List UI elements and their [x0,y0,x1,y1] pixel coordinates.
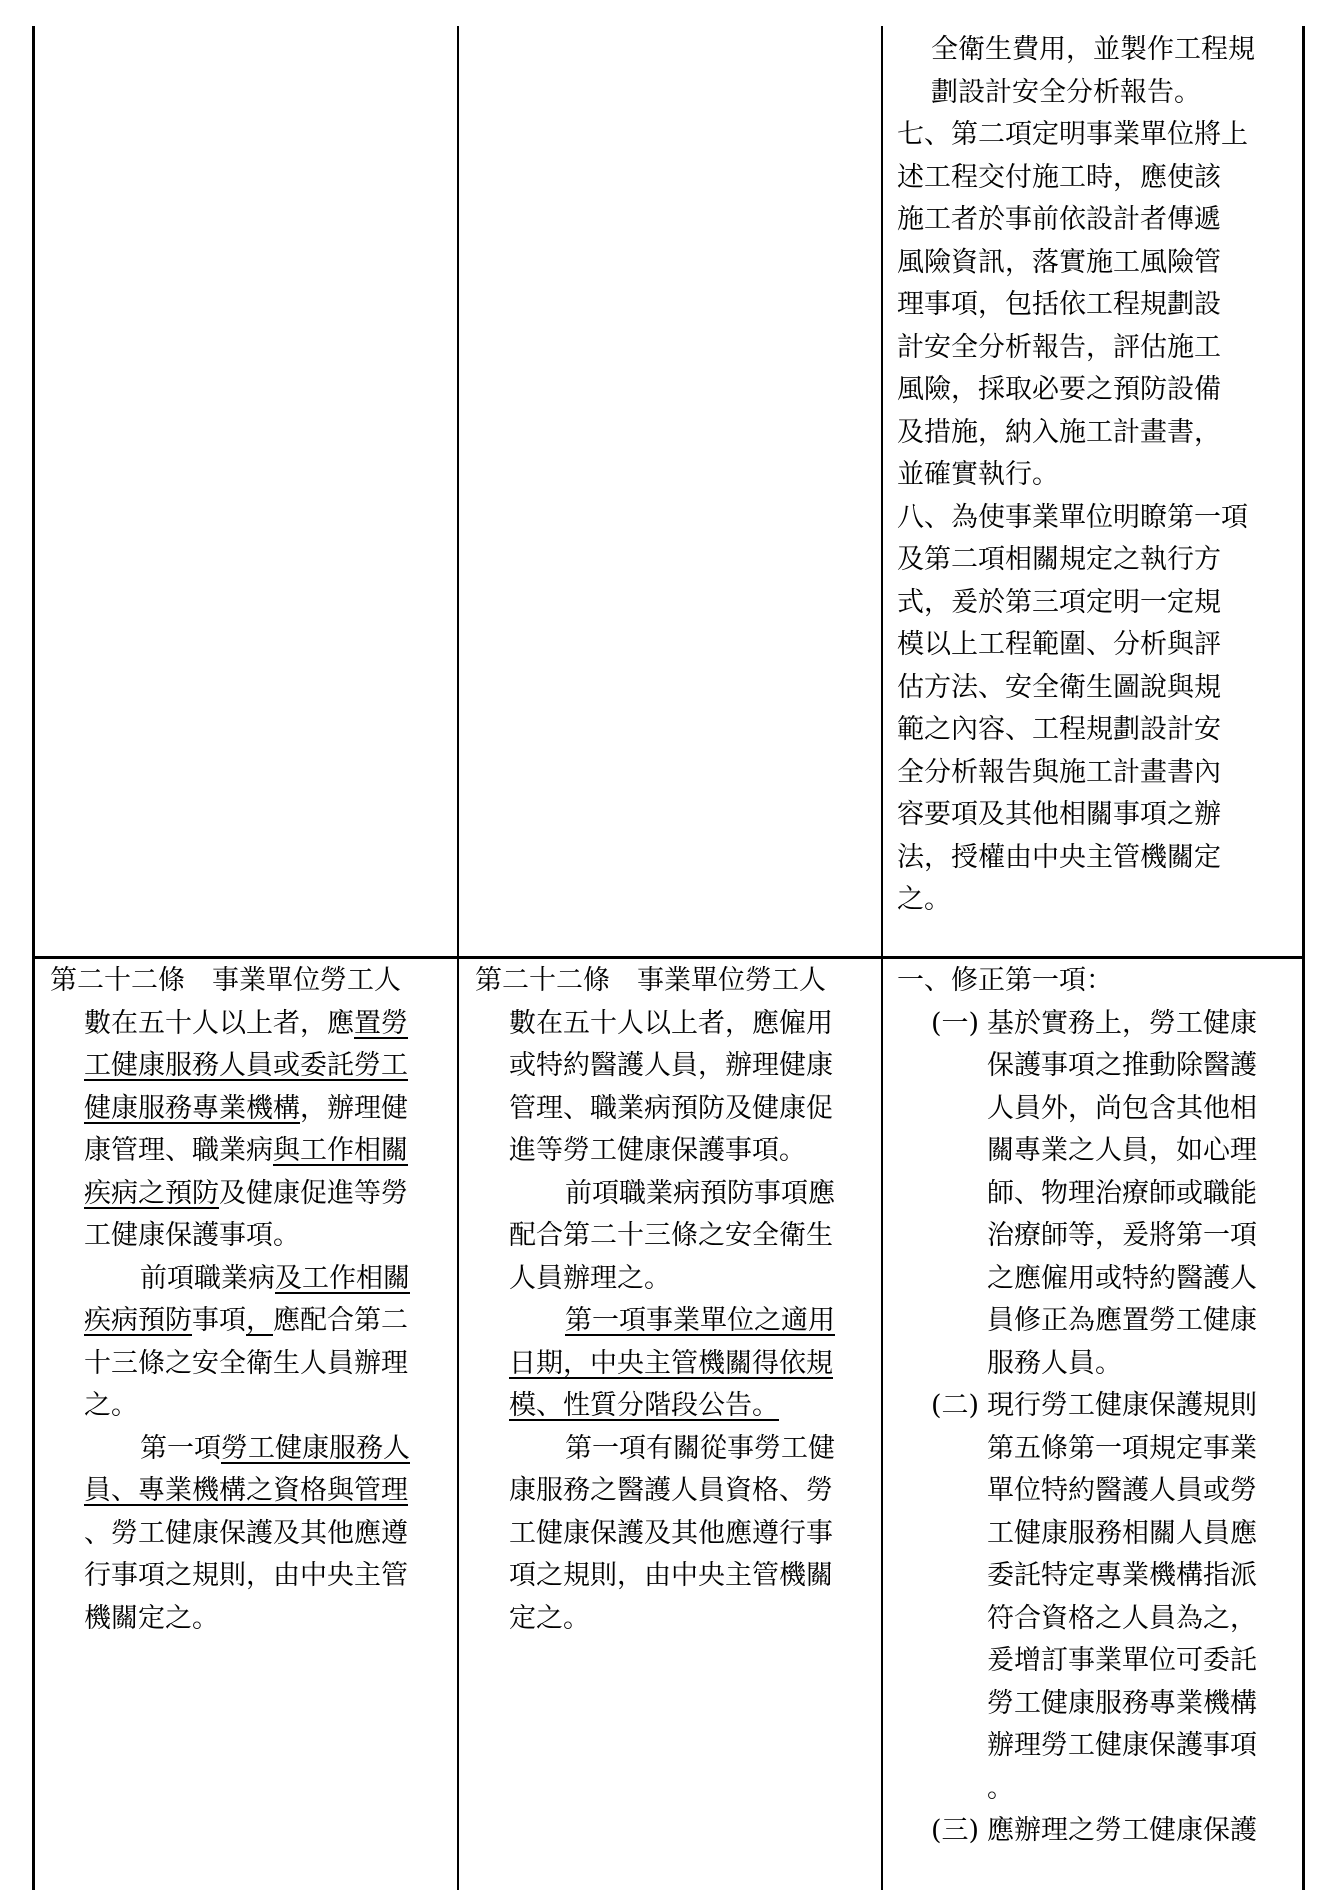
row-divider [32,956,1304,959]
explanation-item-8: 八、為使事業單位明瞭第一項 及第二項相關規定之執行方 式，爰於第三項定明一定規 模以上工程範圍、分析與評 估方法、安全衛生圖說與規 範之內容、工程規劃設計安 全分析報告與施工計畫書內 容要項及其他相關事項之辦 法，授權由中央主管機關定 之。 [897,501,1248,915]
explanation-subitem-3: (三) 應辦理之勞工健康保護 [931,1815,1257,1846]
explanation-continuation: 全衛生費用，並製作工程規 劃設計安全分析報告。 [931,34,1255,108]
explanation-article-22: 一、修正第一項： (一) 基於實務上，勞工健康 保護事項之推動除醫護 人員外，尚包含其他相 關專業之人員，如心理 師、物理治療師或職能 治療師等，爰將第一項 之應僱用或特約醫護人 員修正為應置勞工健康 服務人員。 (二) 現行勞工健康保護規則 第五條第一項規定事業 單位特約醫護人員或勞 工健康服務相關人員應 委託特定專業機構指派 符合資格之人員為之， 爰增訂事業單位可委託 勞工健康服務專業機構 辦理勞工健康保護事項 。 (三) 應辦理之勞工健康保護 [897,960,1297,1853]
previous-explanation [897,29,1297,922]
current-article-22: 第二十二條 事業單位勞工人 數在五十人以上者，應僱用 或特約醫護人員，辦理健康 管理、職業病預防及健康促 進等勞工健康保護事項。 前項職業病預防事項應 配合第二十三條之安全衛生 人員辦理之。 第一項事業單位之適用 日期，中央主管機關得依規 模、性質分階段公告。 第一項有關從事勞工健 康服務之醫護人員資格、勞 工健康保護及其他應遵行事 項之規則，由中央主管機關 定之。 [475,965,835,1634]
explanation-subitem-2: (二) 現行勞工健康保護規則 第五條第一項規定事業 單位特約醫護人員或勞 工健康服務相關人員應 委託特定專業機構指派 符合資格之人員為之， 爰增訂事業單位可委託 勞工健康服務專業機構 辦理勞工健康保護事項 。 [931,1390,1257,1804]
explanation-subitem-1: (一) 基於實務上，勞工健康 保護事項之推動除醫護 人員外，尚包含其他相 關專業之人員，如心理 師、物理治療師或職能 治療師等，爰將第一項 之應僱用或特約醫護人 員修正為應置勞工健康 服務人員。 [931,1007,1257,1379]
amended-article-22: 第二十二條 事業單位勞工人 數在五十人以上者，應置勞 工健康服務人員或委託勞工 健康服務專業機構，辦理健 康管理、職業病與工作相關 疾病之預防及健康促進等勞 工健康保護事項。 前項職業病及工作相關 疾病預防事項，應配合第二 十三條之安全衛生人員辦理 之。 第一項勞工健康服務人 員、專業機構之資格與管理 、勞工健康保護及其他應遵 行事項之規則，由中央主管 機關定之。 [50,965,410,1634]
explanation-item-7: 七、第二項定明事業單位將上 述工程交付施工時，應使該 施工者於事前依設計者傳遞 風險資訊，落實施工風險管 理事項，包括依工程規劃設 計安全分析報告，評估施工 風險，採取必要之預防設備 及措施，納入施工計畫書， 並確實執行。 [897,119,1248,490]
